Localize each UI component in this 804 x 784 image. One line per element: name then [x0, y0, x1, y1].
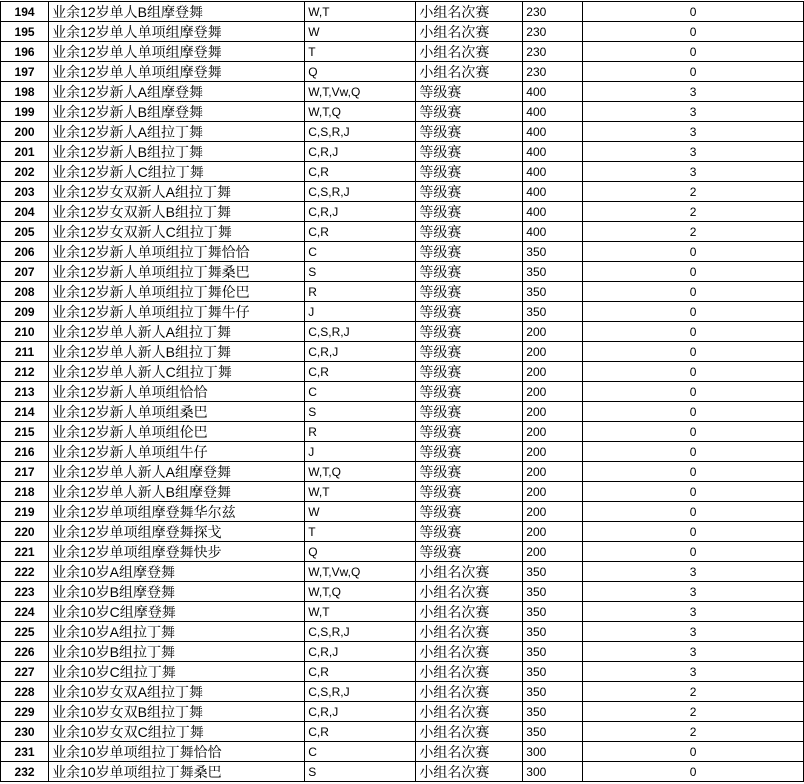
cell-dances[interactable]: W,T,Q: [305, 582, 416, 602]
cell-fee[interactable]: 300: [523, 762, 583, 782]
cell-row-number[interactable]: 202: [1, 162, 49, 182]
cell-event-name[interactable]: 业余12岁单人新人A组摩登舞: [49, 462, 305, 482]
cell-fee[interactable]: 350: [523, 662, 583, 682]
cell-count[interactable]: 0: [583, 322, 804, 342]
cell-dances[interactable]: R: [305, 282, 416, 302]
cell-event-name[interactable]: 业余10岁C组摩登舞: [49, 602, 305, 622]
cell-fee[interactable]: 350: [523, 722, 583, 742]
cell-row-number[interactable]: 206: [1, 242, 49, 262]
cell-count[interactable]: 0: [583, 22, 804, 42]
cell-competition-type[interactable]: 等级赛: [416, 442, 523, 462]
cell-count[interactable]: 0: [583, 462, 804, 482]
cell-count[interactable]: 3: [583, 162, 804, 182]
cell-event-name[interactable]: 业余12岁单人新人B组拉丁舞: [49, 342, 305, 362]
cell-fee[interactable]: 350: [523, 282, 583, 302]
cell-competition-type[interactable]: 小组名次赛: [416, 662, 523, 682]
cell-event-name[interactable]: 业余10岁B组拉丁舞: [49, 642, 305, 662]
cell-count[interactable]: 3: [583, 142, 804, 162]
cell-count[interactable]: 3: [583, 662, 804, 682]
cell-event-name[interactable]: 业余12岁单人新人A组拉丁舞: [49, 322, 305, 342]
cell-count[interactable]: 0: [583, 762, 804, 782]
cell-competition-type[interactable]: 小组名次赛: [416, 602, 523, 622]
cell-row-number[interactable]: 216: [1, 442, 49, 462]
cell-fee[interactable]: 400: [523, 162, 583, 182]
cell-dances[interactable]: C,S,R,J: [305, 182, 416, 202]
cell-competition-type[interactable]: 等级赛: [416, 162, 523, 182]
table-body: [1, 2, 804, 782]
cell-competition-type[interactable]: 小组名次赛: [416, 622, 523, 642]
cell-row-number[interactable]: 194: [1, 2, 49, 22]
table-row: [1, 122, 804, 142]
cell-event-name[interactable]: 业余10岁A组摩登舞: [49, 562, 305, 582]
cell-dances[interactable]: W,T,Vw,Q: [305, 562, 416, 582]
cell-fee[interactable]: 400: [523, 202, 583, 222]
table-row: [1, 222, 804, 242]
cell-dances[interactable]: W,T,Q: [305, 102, 416, 122]
cell-fee[interactable]: 200: [523, 342, 583, 362]
cell-count[interactable]: 0: [583, 282, 804, 302]
cell-row-number[interactable]: 214: [1, 402, 49, 422]
cell-row-number[interactable]: 209: [1, 302, 49, 322]
cell-count[interactable]: 0: [583, 482, 804, 502]
cell-competition-type[interactable]: 等级赛: [416, 462, 523, 482]
table-row: [1, 242, 804, 262]
cell-dances[interactable]: C,R: [305, 362, 416, 382]
cell-count[interactable]: 0: [583, 42, 804, 62]
cell-event-name[interactable]: 业余12岁新人B组摩登舞: [49, 102, 305, 122]
cell-dances[interactable]: W: [305, 22, 416, 42]
cell-competition-type[interactable]: 等级赛: [416, 202, 523, 222]
cell-row-number[interactable]: 195: [1, 22, 49, 42]
cell-count[interactable]: 2: [583, 202, 804, 222]
table-row: [1, 742, 804, 762]
cell-row-number[interactable]: 215: [1, 422, 49, 442]
cell-event-name[interactable]: 业余10岁单项组拉丁舞桑巴: [49, 762, 305, 782]
table-row: [1, 102, 804, 122]
cell-fee[interactable]: 200: [523, 402, 583, 422]
cell-event-name[interactable]: 业余12岁单项组摩登舞探戈: [49, 522, 305, 542]
cell-competition-type[interactable]: 等级赛: [416, 82, 523, 102]
table-row: [1, 42, 804, 62]
cell-dances[interactable]: Q: [305, 542, 416, 562]
cell-competition-type[interactable]: 小组名次赛: [416, 762, 523, 782]
cell-dances[interactable]: C,R,J: [305, 702, 416, 722]
cell-event-name[interactable]: 业余12岁单人单项组摩登舞: [49, 62, 305, 82]
cell-count[interactable]: 3: [583, 102, 804, 122]
cell-event-name[interactable]: 业余12岁新人单项组桑巴: [49, 402, 305, 422]
cell-competition-type[interactable]: 等级赛: [416, 382, 523, 402]
cell-event-name[interactable]: 业余12岁新人单项组拉丁舞恰恰: [49, 242, 305, 262]
cell-dances[interactable]: C,R: [305, 162, 416, 182]
cell-row-number[interactable]: 221: [1, 542, 49, 562]
cell-event-name[interactable]: 业余12岁单人单项组摩登舞: [49, 22, 305, 42]
cell-count[interactable]: 0: [583, 242, 804, 262]
cell-fee[interactable]: 400: [523, 182, 583, 202]
cell-count[interactable]: 3: [583, 122, 804, 142]
cell-count[interactable]: 0: [583, 2, 804, 22]
cell-event-name[interactable]: 业余10岁C组拉丁舞: [49, 662, 305, 682]
cell-count[interactable]: 3: [583, 642, 804, 662]
cell-dances[interactable]: C,S,R,J: [305, 622, 416, 642]
cell-fee[interactable]: 200: [523, 422, 583, 442]
table-row: [1, 82, 804, 102]
table-row: [1, 422, 804, 442]
cell-dances[interactable]: T: [305, 522, 416, 542]
cell-event-name[interactable]: 业余12岁单人B组摩登舞: [49, 2, 305, 22]
cell-count[interactable]: 2: [583, 682, 804, 702]
table-row: [1, 362, 804, 382]
cell-count[interactable]: 0: [583, 422, 804, 442]
cell-dances[interactable]: C,R,J: [305, 642, 416, 662]
cell-event-name[interactable]: 业余12岁单项组摩登舞快步: [49, 542, 305, 562]
table-row: [1, 502, 804, 522]
cell-dances[interactable]: C,S,R,J: [305, 682, 416, 702]
cell-count[interactable]: 3: [583, 622, 804, 642]
cell-dances[interactable]: T: [305, 42, 416, 62]
cell-fee[interactable]: 350: [523, 622, 583, 642]
cell-row-number[interactable]: 210: [1, 322, 49, 342]
cell-count[interactable]: 2: [583, 182, 804, 202]
cell-dances[interactable]: W,T,Vw,Q: [305, 82, 416, 102]
cell-event-name[interactable]: 业余10岁女双C组拉丁舞: [49, 722, 305, 742]
cell-fee[interactable]: 350: [523, 562, 583, 582]
table-row: [1, 402, 804, 422]
cell-competition-type[interactable]: 等级赛: [416, 502, 523, 522]
cell-fee[interactable]: 230: [523, 2, 583, 22]
cell-event-name[interactable]: 业余12岁新人B组拉丁舞: [49, 142, 305, 162]
cell-row-number[interactable]: 230: [1, 722, 49, 742]
cell-dances[interactable]: W: [305, 502, 416, 522]
cell-event-name[interactable]: 业余12岁新人单项组拉丁舞牛仔: [49, 302, 305, 322]
cell-fee[interactable]: 350: [523, 262, 583, 282]
table-row: [1, 182, 804, 202]
cell-dances[interactable]: W,T: [305, 602, 416, 622]
cell-competition-type[interactable]: 等级赛: [416, 522, 523, 542]
cell-event-name[interactable]: 业余12岁新人单项组牛仔: [49, 442, 305, 462]
table-row: [1, 582, 804, 602]
cell-fee[interactable]: 200: [523, 442, 583, 462]
cell-event-name[interactable]: 业余12岁单项组摩登舞华尔兹: [49, 502, 305, 522]
cell-dances[interactable]: Q: [305, 62, 416, 82]
cell-row-number[interactable]: 211: [1, 342, 49, 362]
cell-count[interactable]: 0: [583, 442, 804, 462]
cell-dances[interactable]: S: [305, 262, 416, 282]
cell-event-name[interactable]: 业余12岁新人单项组恰恰: [49, 382, 305, 402]
cell-event-name[interactable]: 业余12岁新人单项组拉丁舞伦巴: [49, 282, 305, 302]
cell-row-number[interactable]: 227: [1, 662, 49, 682]
table-row: [1, 22, 804, 42]
table-row: [1, 642, 804, 662]
table-row: [1, 762, 804, 782]
cell-competition-type[interactable]: 等级赛: [416, 422, 523, 442]
cell-fee[interactable]: 200: [523, 482, 583, 502]
cell-fee[interactable]: 350: [523, 702, 583, 722]
cell-row-number[interactable]: 207: [1, 262, 49, 282]
cell-competition-type[interactable]: 等级赛: [416, 122, 523, 142]
cell-row-number[interactable]: 224: [1, 602, 49, 622]
cell-row-number[interactable]: 196: [1, 42, 49, 62]
cell-row-number[interactable]: 229: [1, 702, 49, 722]
cell-fee[interactable]: 200: [523, 542, 583, 562]
cell-event-name[interactable]: 业余10岁女双B组拉丁舞: [49, 702, 305, 722]
cell-competition-type[interactable]: 小组名次赛: [416, 682, 523, 702]
table-row: [1, 62, 804, 82]
cell-competition-type[interactable]: 等级赛: [416, 362, 523, 382]
cell-count[interactable]: 0: [583, 342, 804, 362]
cell-event-name[interactable]: 业余12岁新人A组摩登舞: [49, 82, 305, 102]
cell-competition-type[interactable]: 小组名次赛: [416, 562, 523, 582]
cell-competition-type[interactable]: 等级赛: [416, 182, 523, 202]
table-row: [1, 662, 804, 682]
table-row: [1, 682, 804, 702]
cell-row-number[interactable]: 208: [1, 282, 49, 302]
cell-fee[interactable]: 230: [523, 42, 583, 62]
cell-event-name[interactable]: 业余12岁单人新人B组摩登舞: [49, 482, 305, 502]
cell-event-name[interactable]: 业余12岁女双新人B组拉丁舞: [49, 202, 305, 222]
cell-competition-type[interactable]: 等级赛: [416, 142, 523, 162]
cell-dances[interactable]: R: [305, 422, 416, 442]
cell-fee[interactable]: 200: [523, 462, 583, 482]
cell-competition-type[interactable]: 小组名次赛: [416, 62, 523, 82]
table-row: [1, 282, 804, 302]
cell-competition-type[interactable]: 等级赛: [416, 322, 523, 342]
table-row: [1, 302, 804, 322]
cell-fee[interactable]: 350: [523, 602, 583, 622]
cell-fee[interactable]: 350: [523, 582, 583, 602]
cell-row-number[interactable]: 198: [1, 82, 49, 102]
cell-event-name[interactable]: 业余12岁新人单项组伦巴: [49, 422, 305, 442]
cell-row-number[interactable]: 218: [1, 482, 49, 502]
cell-competition-type[interactable]: 小组名次赛: [416, 722, 523, 742]
cell-competition-type[interactable]: 小组名次赛: [416, 742, 523, 762]
cell-count[interactable]: 2: [583, 722, 804, 742]
cell-competition-type[interactable]: 小组名次赛: [416, 42, 523, 62]
cell-count[interactable]: 0: [583, 302, 804, 322]
cell-count[interactable]: 0: [583, 522, 804, 542]
cell-count[interactable]: 2: [583, 702, 804, 722]
cell-fee[interactable]: 200: [523, 382, 583, 402]
cell-fee[interactable]: 200: [523, 522, 583, 542]
cell-row-number[interactable]: 212: [1, 362, 49, 382]
table-row: [1, 702, 804, 722]
cell-count[interactable]: 3: [583, 82, 804, 102]
table-row: [1, 342, 804, 362]
cell-competition-type[interactable]: 小组名次赛: [416, 702, 523, 722]
cell-competition-type[interactable]: 小组名次赛: [416, 22, 523, 42]
table-row: [1, 382, 804, 402]
table-row: [1, 482, 804, 502]
cell-competition-type[interactable]: 等级赛: [416, 402, 523, 422]
cell-fee[interactable]: 400: [523, 102, 583, 122]
cell-event-name[interactable]: 业余12岁单人单项组摩登舞: [49, 42, 305, 62]
cell-fee[interactable]: 230: [523, 22, 583, 42]
table-row: [1, 542, 804, 562]
cell-dances[interactable]: C,R: [305, 222, 416, 242]
cell-dances[interactable]: W,T: [305, 482, 416, 502]
table-row: [1, 2, 804, 22]
cell-dances[interactable]: C,R: [305, 662, 416, 682]
cell-row-number[interactable]: 197: [1, 62, 49, 82]
cell-row-number[interactable]: 204: [1, 202, 49, 222]
cell-row-number[interactable]: 217: [1, 462, 49, 482]
cell-dances[interactable]: C,S,R,J: [305, 322, 416, 342]
cell-row-number[interactable]: 223: [1, 582, 49, 602]
cell-competition-type[interactable]: 等级赛: [416, 262, 523, 282]
cell-fee[interactable]: 400: [523, 142, 583, 162]
table-row: [1, 622, 804, 642]
table-row: [1, 462, 804, 482]
cell-fee[interactable]: 350: [523, 682, 583, 702]
cell-row-number[interactable]: 213: [1, 382, 49, 402]
cell-competition-type[interactable]: 小组名次赛: [416, 642, 523, 662]
cell-row-number[interactable]: 201: [1, 142, 49, 162]
cell-event-name[interactable]: 业余10岁单项组拉丁舞恰恰: [49, 742, 305, 762]
cell-row-number[interactable]: 232: [1, 762, 49, 782]
cell-event-name[interactable]: 业余10岁女双A组拉丁舞: [49, 682, 305, 702]
cell-event-name[interactable]: 业余10岁A组拉丁舞: [49, 622, 305, 642]
cell-row-number[interactable]: 231: [1, 742, 49, 762]
table-row: [1, 562, 804, 582]
cell-competition-type[interactable]: 等级赛: [416, 542, 523, 562]
cell-count[interactable]: 0: [583, 542, 804, 562]
cell-event-name[interactable]: 业余12岁新人单项组拉丁舞桑巴: [49, 262, 305, 282]
cell-competition-type[interactable]: 等级赛: [416, 282, 523, 302]
cell-count[interactable]: 0: [583, 742, 804, 762]
cell-competition-type[interactable]: 小组名次赛: [416, 582, 523, 602]
cell-row-number[interactable]: 228: [1, 682, 49, 702]
table-row: [1, 722, 804, 742]
table-row: [1, 602, 804, 622]
cell-fee[interactable]: 230: [523, 62, 583, 82]
cell-fee[interactable]: 300: [523, 742, 583, 762]
cell-dances[interactable]: W,T: [305, 2, 416, 22]
cell-count[interactable]: 0: [583, 502, 804, 522]
cell-dances[interactable]: C: [305, 742, 416, 762]
cell-fee[interactable]: 200: [523, 502, 583, 522]
cell-fee[interactable]: 350: [523, 642, 583, 662]
cell-dances[interactable]: J: [305, 302, 416, 322]
cell-dances[interactable]: J: [305, 442, 416, 462]
table-row: [1, 442, 804, 462]
cell-fee[interactable]: 200: [523, 322, 583, 342]
cell-count[interactable]: 0: [583, 362, 804, 382]
cell-event-name[interactable]: 业余12岁单人新人C组拉丁舞: [49, 362, 305, 382]
cell-row-number[interactable]: 226: [1, 642, 49, 662]
table-row: [1, 162, 804, 182]
cell-count[interactable]: 0: [583, 402, 804, 422]
cell-count[interactable]: 3: [583, 582, 804, 602]
cell-row-number[interactable]: 205: [1, 222, 49, 242]
cell-row-number[interactable]: 222: [1, 562, 49, 582]
cell-event-name[interactable]: 业余10岁B组摩登舞: [49, 582, 305, 602]
cell-competition-type[interactable]: 等级赛: [416, 102, 523, 122]
cell-row-number[interactable]: 219: [1, 502, 49, 522]
cell-count[interactable]: 0: [583, 62, 804, 82]
cell-event-name[interactable]: 业余12岁女双新人C组拉丁舞: [49, 222, 305, 242]
cell-competition-type[interactable]: 小组名次赛: [416, 2, 523, 22]
table-row: [1, 322, 804, 342]
cell-fee[interactable]: 400: [523, 82, 583, 102]
cell-event-name[interactable]: 业余12岁新人A组拉丁舞: [49, 122, 305, 142]
cell-fee[interactable]: 350: [523, 302, 583, 322]
cell-fee[interactable]: 200: [523, 362, 583, 382]
cell-count[interactable]: 0: [583, 382, 804, 402]
cell-row-number[interactable]: 203: [1, 182, 49, 202]
cell-competition-type[interactable]: 等级赛: [416, 342, 523, 362]
table-row: [1, 142, 804, 162]
cell-fee[interactable]: 350: [523, 242, 583, 262]
cell-dances[interactable]: W,T,Q: [305, 462, 416, 482]
cell-row-number[interactable]: 199: [1, 102, 49, 122]
cell-competition-type[interactable]: 等级赛: [416, 222, 523, 242]
cell-dances[interactable]: S: [305, 402, 416, 422]
cell-count[interactable]: 3: [583, 562, 804, 582]
cell-dances[interactable]: C,S,R,J: [305, 122, 416, 142]
cell-dances[interactable]: C: [305, 242, 416, 262]
cell-count[interactable]: 2: [583, 222, 804, 242]
cell-dances[interactable]: C,R,J: [305, 142, 416, 162]
table-row: [1, 522, 804, 542]
cell-row-number[interactable]: 200: [1, 122, 49, 142]
cell-dances[interactable]: C,R,J: [305, 342, 416, 362]
cell-dances[interactable]: C,R: [305, 722, 416, 742]
cell-row-number[interactable]: 225: [1, 622, 49, 642]
cell-dances[interactable]: C: [305, 382, 416, 402]
cell-count[interactable]: 3: [583, 602, 804, 622]
cell-event-name[interactable]: 业余12岁女双新人A组拉丁舞: [49, 182, 305, 202]
cell-event-name[interactable]: 业余12岁新人C组拉丁舞: [49, 162, 305, 182]
table-row: [1, 262, 804, 282]
table-row: [1, 202, 804, 222]
cell-row-number[interactable]: 220: [1, 522, 49, 542]
cell-dances[interactable]: S: [305, 762, 416, 782]
cell-competition-type[interactable]: 等级赛: [416, 242, 523, 262]
cell-dances[interactable]: C,R,J: [305, 202, 416, 222]
cell-count[interactable]: 0: [583, 262, 804, 282]
cell-fee[interactable]: 400: [523, 222, 583, 242]
cell-competition-type[interactable]: 等级赛: [416, 482, 523, 502]
cell-competition-type[interactable]: 等级赛: [416, 302, 523, 322]
cell-fee[interactable]: 400: [523, 122, 583, 142]
spreadsheet-table: [0, 1, 804, 782]
